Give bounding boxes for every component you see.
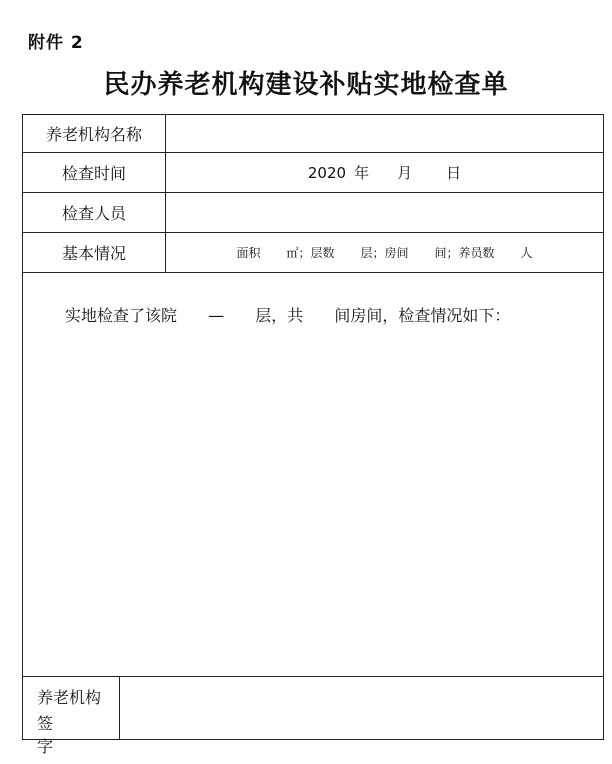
inspection-text-3: 间房间，检查情况如下： [334,306,511,325]
inspection-summary-line [65,303,510,326]
document-title: 民办养老机构建设补贴实地检查单 [103,70,509,100]
basic-info-field[interactable] [166,233,603,272]
floor-unit-rooms-label: 层；房间 [360,246,409,260]
institution-name-label: 养老机构名称 [23,115,166,152]
signature-label [23,677,120,756]
attachment-label: 附件 2 [28,33,84,53]
area-label: 面积 [236,246,261,260]
date-day-unit: 日 [446,164,462,182]
signature-label-line2: 签字 [37,714,82,756]
inspection-time-field[interactable] [166,153,603,192]
inspection-form [22,114,604,756]
row-inspection-time [23,153,603,193]
row-basic-info [23,233,603,273]
institution-name-field[interactable] [166,115,603,152]
date-year-unit: 年 [354,164,370,182]
area-unit-floors-label: ㎡；层数 [286,246,335,260]
signature-label-line1: 养老机构 [37,688,102,707]
inspectors-field[interactable] [166,193,603,232]
date-year: 2020 [307,163,347,182]
inspection-text-1: 实地检查了该院 [65,306,178,325]
inspectors-label: 检查人员 [23,193,166,232]
inspection-dash: — [208,306,225,325]
row-inspectors [23,193,603,233]
basic-info-label: 基本情况 [23,233,166,272]
residents-unit: 人 [520,246,533,260]
row-institution-name [23,115,603,153]
inspection-text-2: 层，共 [255,306,304,325]
room-unit-residents-label: 间；养员数 [434,246,495,260]
inspection-time-label: 检查时间 [23,153,166,192]
row-signature [23,677,603,756]
signature-field[interactable] [120,677,603,739]
date-month-unit: 月 [397,164,413,182]
inspection-details-area[interactable] [23,273,603,677]
